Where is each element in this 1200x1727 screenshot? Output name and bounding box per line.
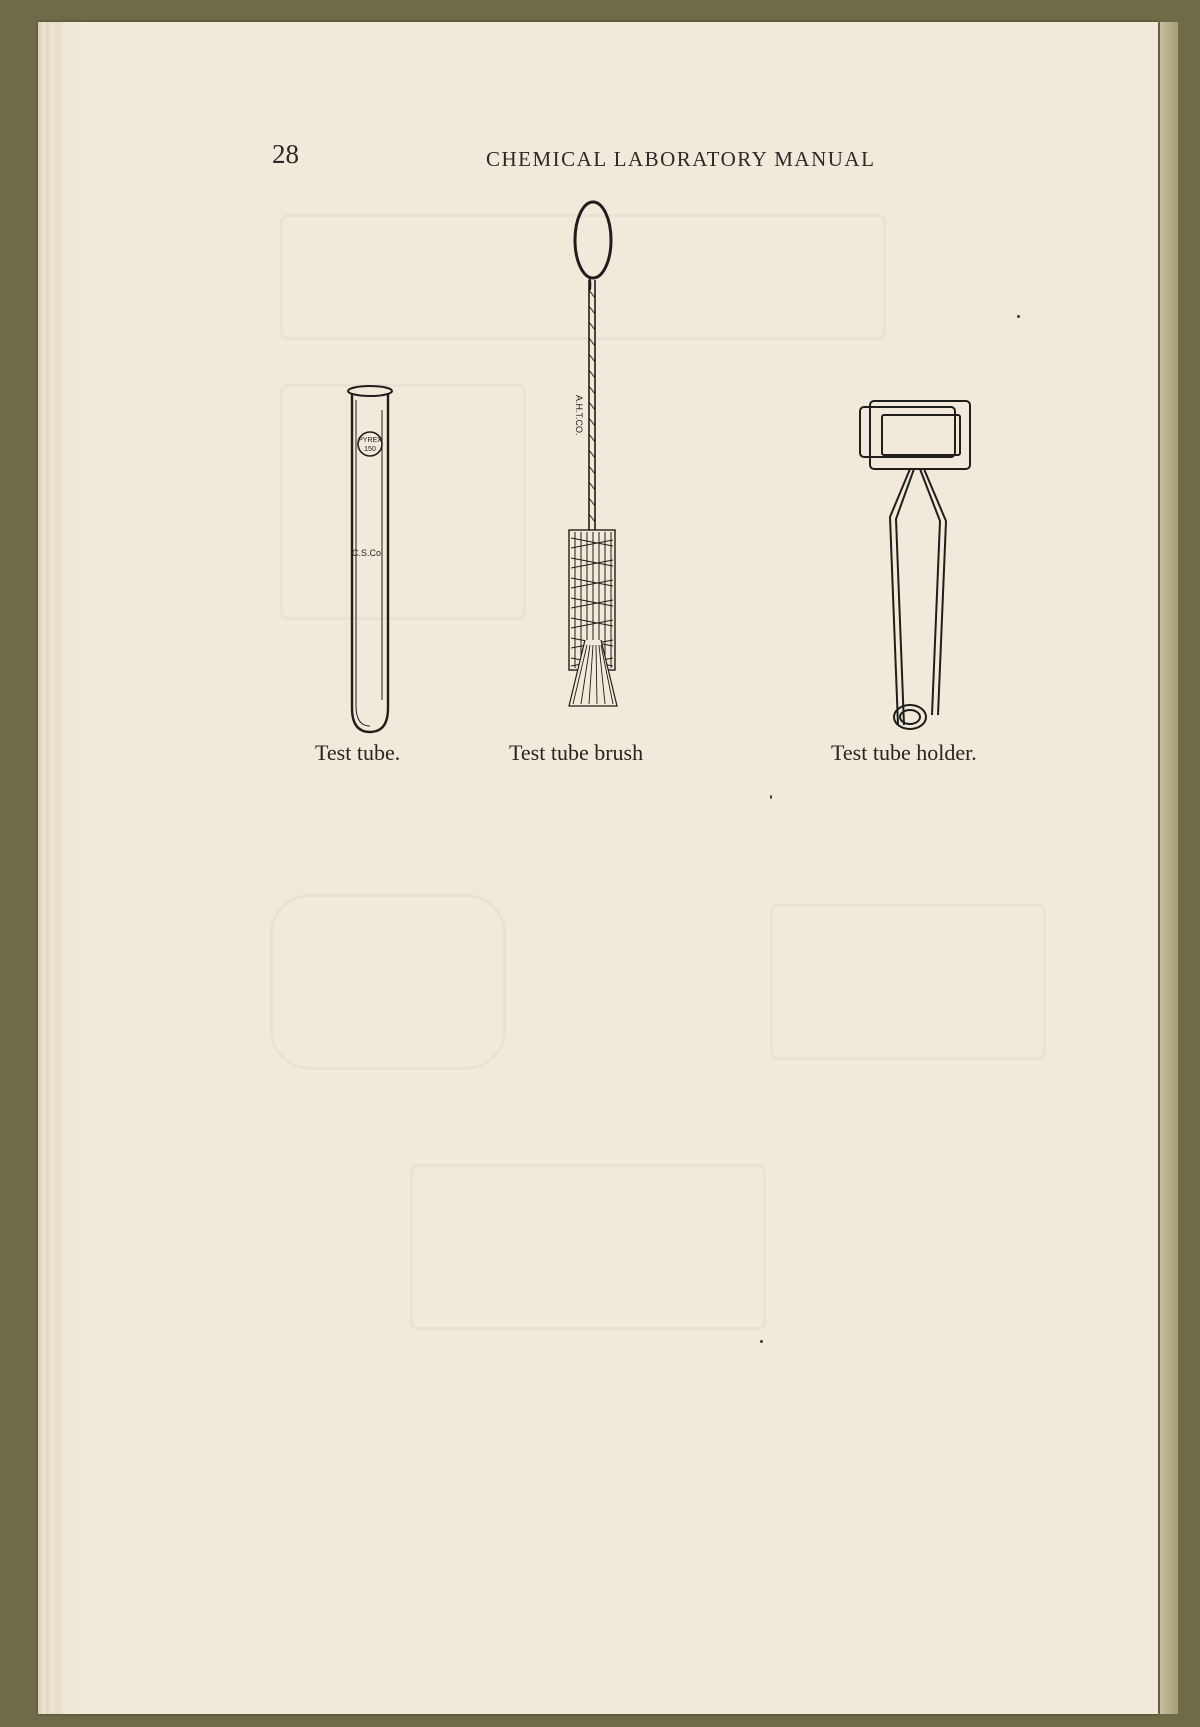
brush-handle-marking: A.H.T.CO. [574, 395, 584, 436]
paper-speck [770, 795, 772, 799]
test-tube-holder-caption: Test tube holder. [831, 740, 977, 765]
paper-speck [760, 1340, 763, 1343]
show-through-shape [770, 904, 1046, 1060]
spine-edge [1160, 22, 1178, 1714]
test-tube-icon [340, 380, 410, 740]
running-head: CHEMICAL LABORATORY MANUAL [486, 147, 876, 171]
show-through-shape [410, 1164, 766, 1330]
test-tube-brush-icon [555, 200, 635, 715]
test-tube-marking: C.S.Co [352, 548, 382, 558]
page-number: 28 [272, 139, 299, 169]
paper-speck [1017, 315, 1020, 318]
test-tube-caption: Test tube. [315, 740, 401, 765]
svg-text:150: 150 [364, 446, 376, 453]
test-tube-holder-icon [850, 395, 990, 740]
svg-text:PYREX: PYREX [358, 437, 382, 444]
test-tube-brush-caption: Test tube brush [509, 740, 644, 765]
show-through-shape [270, 894, 506, 1070]
